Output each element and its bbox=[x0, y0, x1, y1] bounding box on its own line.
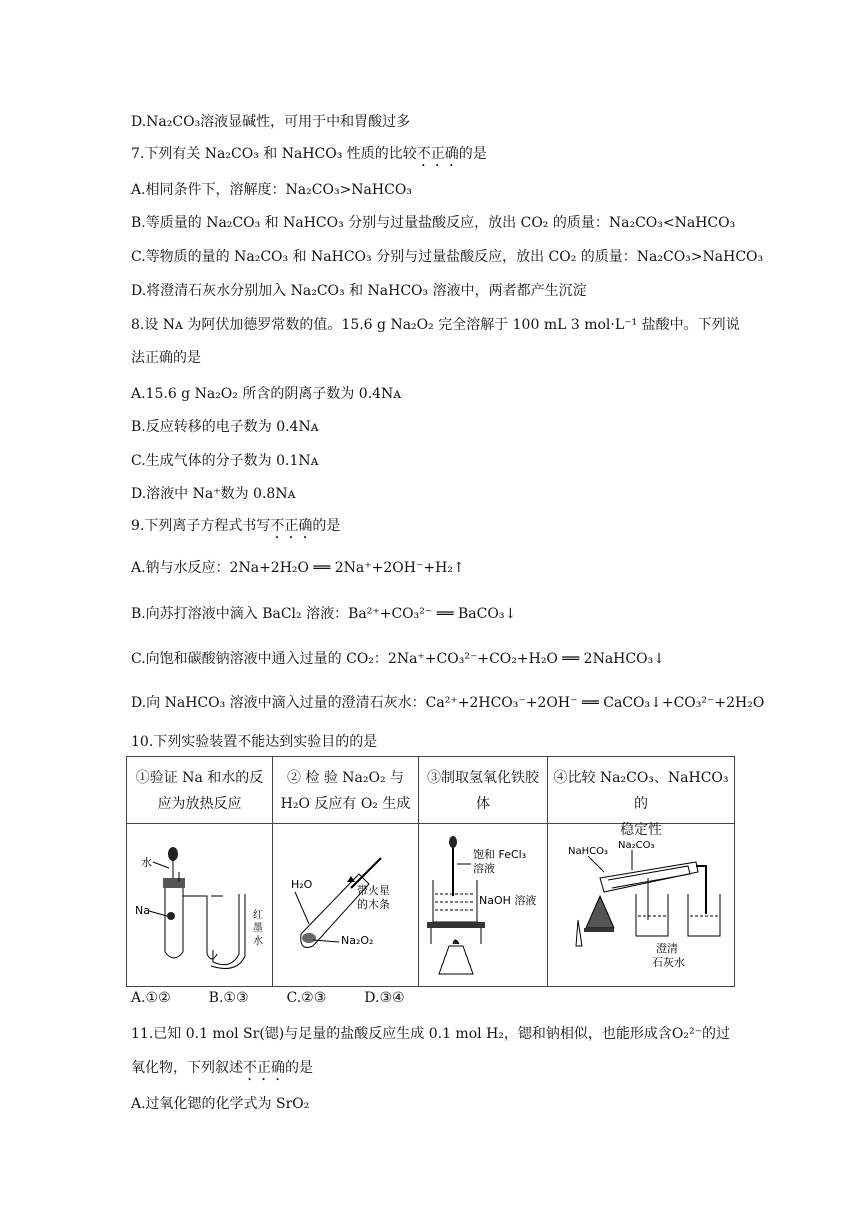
label-stick-1: 带火星 bbox=[357, 884, 390, 897]
q10-choice-d: D.③④ bbox=[364, 990, 405, 1006]
table-figure-row bbox=[127, 824, 735, 987]
q10-choice-c: C.②③ bbox=[286, 990, 327, 1006]
label-red-ink-2: 墨 bbox=[253, 923, 263, 934]
q7-stem-post: 的是 bbox=[458, 146, 487, 162]
q7-stem-pre: 7.下列有关 Na₂CO₃ 和 NaHCO₃ 性质的比较 bbox=[131, 146, 417, 162]
header-1-line1: ①验证 Na 和水的反 bbox=[135, 770, 264, 786]
q9-option-d: D.向 NaHCO₃ 溶液中滴入过量的澄清石灰水：Ca²⁺+2HCO₃⁻+2OH⁻ ══ CaCO₃↓+CO₃²⁻+2H₂O bbox=[131, 695, 765, 711]
apparatus-2-diagram bbox=[273, 824, 418, 982]
q9-option-a: A.钠与水反应：2Na+2H₂O ══ 2Na⁺+2OH⁻+H₂↑ bbox=[131, 560, 465, 576]
q11-option-a: A.过氧化锶的化学式为 SrO₂ bbox=[131, 1096, 310, 1112]
label-limewater-2: 石灰水 bbox=[652, 956, 685, 969]
figure-cell-3 bbox=[419, 824, 548, 987]
q7-option-c: C.等物质的量的 Na₂CO₃ 和 NaHCO₃ 分别与过量盐酸反应，放出 CO₂ 的质量：Na₂CO₃>NaHCO₃ bbox=[131, 249, 764, 265]
q8-option-c: C.生成气体的分子数为 0.1Nᴀ bbox=[131, 453, 319, 469]
q8-option-d: D.溶液中 Na⁺数为 0.8Nᴀ bbox=[131, 486, 296, 502]
q9-stem-post: 的是 bbox=[312, 518, 341, 534]
q7-stem bbox=[131, 144, 487, 170]
q9-stem-emphasis: 不正确 bbox=[270, 518, 313, 534]
apparatus-1-diagram bbox=[127, 824, 272, 982]
q9-option-b: B.向苏打溶液中滴入 BaCl₂ 溶液：Ba²⁺+CO₃²⁻ ══ BaCO₃↓ bbox=[131, 606, 517, 622]
label-nahco3: NaHCO₃ bbox=[568, 846, 608, 857]
q8-option-a: A.15.6 g Na₂O₂ 所含的阴离子数为 0.4Nᴀ bbox=[131, 386, 402, 402]
q7-stem-emphasis: 不正确 bbox=[416, 146, 459, 162]
header-4-line1: ④比较 Na₂CO₃、NaHCO₃ 的 bbox=[553, 770, 729, 812]
experiment-table bbox=[126, 756, 735, 987]
q10-choice-a: A.①② bbox=[131, 990, 171, 1006]
header-cell-1 bbox=[127, 757, 273, 824]
q8-stem-line2: 法正确的是 bbox=[131, 350, 201, 366]
label-red-ink-3: 水 bbox=[253, 936, 263, 947]
q8-stem-line1: 8.设 Nᴀ 为阿伏加德罗常数的值。15.6 g Na₂O₂ 完全溶解于 100 mL 3 mol·L⁻¹ 盐酸中。下列说 bbox=[131, 317, 740, 333]
table-header-row bbox=[127, 757, 735, 824]
q11-stem-post: 的是 bbox=[285, 1060, 313, 1076]
label-water: 水 bbox=[141, 856, 152, 869]
q10-choices bbox=[131, 990, 443, 1006]
header-cell-3 bbox=[419, 757, 548, 824]
header-2-line2: H₂O 反应有 O₂ 生成 bbox=[280, 796, 411, 812]
label-naoh: NaOH 溶液 bbox=[479, 894, 537, 907]
label-na2co3: Na₂CO₃ bbox=[618, 840, 655, 851]
label-limewater-1: 澄清 bbox=[656, 942, 678, 955]
header-3-line1: ③制取氢氧化铁胶 bbox=[427, 770, 539, 786]
figure-cell-4 bbox=[548, 824, 735, 987]
q6-option-d: D.Na₂CO₃溶液显碱性，可用于中和胃酸过多 bbox=[131, 114, 411, 130]
q7-option-a: A.相同条件下，溶解度：Na₂CO₃>NaHCO₃ bbox=[131, 182, 412, 198]
header-3-line2: 体 bbox=[476, 796, 490, 812]
header-2-line1: ② 检 验 Na₂O₂ 与 bbox=[286, 770, 405, 786]
q10-choice-b: B.①③ bbox=[208, 990, 249, 1006]
figure-cell-1 bbox=[127, 824, 273, 987]
label-red-ink-1: 红 bbox=[253, 910, 263, 921]
q11-stem-line2 bbox=[131, 1058, 313, 1084]
label-fecl3-2: 溶液 bbox=[473, 862, 495, 875]
q10-stem: 10.下列实验装置不能达到实验目的的是 bbox=[131, 734, 378, 750]
apparatus-4-diagram bbox=[548, 824, 734, 982]
label-fecl3-1: 饱和 FeCl₃ bbox=[473, 848, 527, 861]
q9-option-c: C.向饱和碳酸钠溶液中通入过量的 CO₂：2Na⁺+CO₃²⁻+CO₂+H₂O ══ 2NaHCO₃↓ bbox=[131, 651, 665, 667]
q8-option-b: B.反应转移的电子数为 0.4Nᴀ bbox=[131, 419, 319, 435]
q9-stem-pre: 9.下列离子方程式书写 bbox=[131, 518, 271, 534]
header-4-line2: 稳定性 bbox=[620, 822, 662, 838]
header-1-line2: 应为放热反应 bbox=[157, 796, 242, 812]
q9-stem bbox=[131, 516, 340, 542]
label-stick-2: 的木条 bbox=[357, 898, 390, 911]
figure-cell-2 bbox=[273, 824, 419, 987]
header-cell-2 bbox=[273, 757, 419, 824]
q11-stem-pre: 氧化物，下列叙述 bbox=[131, 1060, 243, 1076]
q7-option-d: D.将澄清石灰水分别加入 Na₂CO₃ 和 NaHCO₃ 溶液中，两者都产生沉淀 bbox=[131, 283, 587, 299]
label-na: Na bbox=[135, 904, 150, 917]
label-na2o2: Na₂O₂ bbox=[341, 934, 374, 947]
label-h2o: H₂O bbox=[291, 878, 313, 891]
apparatus-3-diagram bbox=[419, 824, 547, 982]
q7-option-b: B.等质量的 Na₂CO₃ 和 NaHCO₃ 分别与过量盐酸反应，放出 CO₂ 的质量：Na₂CO₃<NaHCO₃ bbox=[131, 215, 736, 231]
header-cell-4 bbox=[548, 757, 735, 838]
q11-stem-line1: 11.已知 0.1 mol Sr(锶)与足量的盐酸反应生成 0.1 mol H₂，锶和钠相似，也能形成含O₂²⁻的过 bbox=[131, 1026, 730, 1042]
q11-stem-emphasis: 不正确 bbox=[243, 1060, 285, 1076]
